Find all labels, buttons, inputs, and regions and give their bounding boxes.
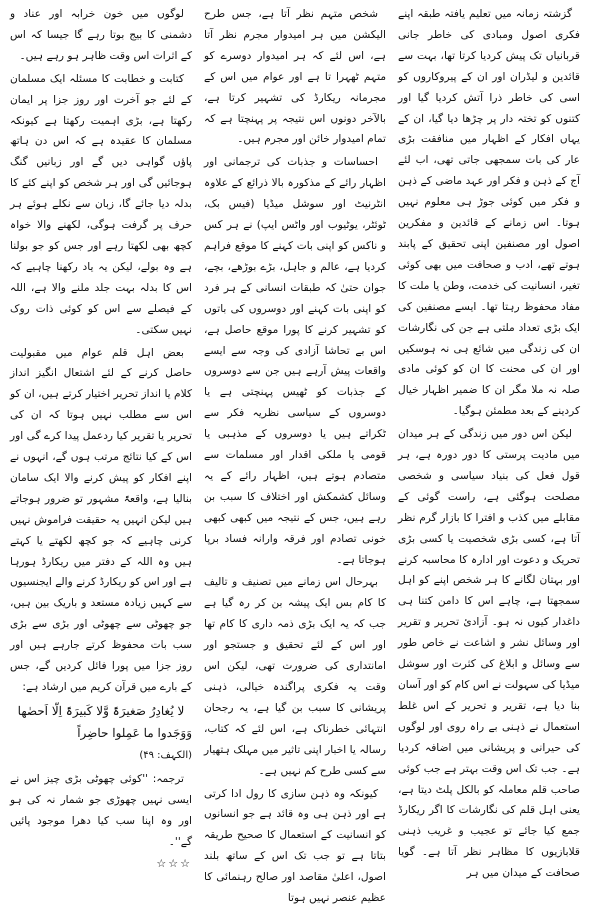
verse-reference: (الکہف: ۴۹)	[139, 749, 192, 761]
paragraph: کیونکہ وہ ذہن سازی کا رول ادا کرتی ہے اور ذہن ہی وہ قائد ہے جو انسانوں کو انسانیت کے استعمال کا صحیح طریقہ بتاتا ہے تو جب تک اس کے ساتھ بلند اصول، اعلیٰ مقاصد اور صالح رہنمائی کا عظیم عنصر نہیں ہوتا	[204, 787, 386, 905]
paragraph: بعض اہل قلم عوام میں مقبولیت حاصل کرنے کے لئے اشتعال انگیز انداز کلام یا انداز تحریر اختیار کرتے ہیں، ان کو اس سے مطلب نہیں ہوتا کہ ان کی تحریر یا تقریر کیا ردعمل پیدا کرے گی اور اس کے کیا نتائج مرتب ہوں گے، انہوں نے اپنے افکار کو پیش کرنے والا ایک سامان بنالیا ہے، واقعۃً مشہور تو ضرور ہوجاتے ہیں لیکن انہیں یہ حقیقت فراموش نہیں کرنی چاہیے کہ جو کچھ لکھتے یا کہتے ہیں وہ اللہ کے دفتر میں ریکارڈ ہورہا ہے اور اس کو ریکارڈ کرنے والے ایجنسیوں سے کہیں زیادہ مستعد و باریک بین ہیں، جو چھوٹی سے چھوٹی اور بڑی سے بڑی سب بات محفوظ کرتے جارہے ہیں اور روز جزا میں پورا فائل کردیں گے، جس کے بارے میں قرآن کریم میں ارشاد ہے:	[10, 346, 192, 693]
article-column-left	[10, 4, 192, 871]
paragraph: بہرحال اس زمانے میں تصنیف و تالیف کا کام بس ایک پیشہ بن کر رہ گیا ہے جب کہ یہ ایک بڑی ذمہ داری کا کام تھا اور اس کے لئے تحقیق و جستجو اور امانتداری کی ضرورت تھی، لیکن اس وقت یہ فکری پراگندہ خیالی، ذہنی پریشانی کا سبب بن گیا ہے، یہ رجحان انتہائی خطرناک ہے، اس لئے کہ کتاب، رسالہ یا اخبار اپنی تاثیر میں مہلک ہتھیار سے کسی طرح کم نہیں ہے۔	[204, 576, 386, 777]
paragraph: گزشتہ زمانہ میں تعلیم یافتہ طبقہ اپنے فکری اصول ومبادی کی خاطر جانی قربانیاں تک پیش کردیا کرتا تھا، بہت سے قائدین و لیڈران اور ان کے پیروکاروں کو اسی کی خاطر ذرا آتش کردیا گیا اور کتنوں کو تختہ دار پر چڑھا دیا گیا، ان کے یہاں افکار کے اظہار میں منافقت بڑی عار کی بات سمجھی جاتی تھی، اب لئے آج کے ذہن و فکر اور عہد ماضی کے ذہن و فکر میں کوئی جوڑ ہی معلوم نہیں ہوتا۔ اس زمانے کے قائدین و مفکرین اصول اور مصنفین اپنی تحقیق کے پابند ہوتے تھے، ادب و صحافت میں بھی کوئی تغیر، انسانیت کی خدمت، وطن یا ملت کا مفاد محفوظ رہتا تھا۔ ایسے مصنفین کی ایک بڑی تعداد ملتی ہے جن کی نگارشات ان کی زندگی میں شائع ہی نہ ہوسکیں اور ان کی محنت کا ان کو کوئی مادی صلہ نہ ملا مگر ان کا ضمیر اظہار خیال کردینے کے بعد مطمئن ہوگیا۔	[398, 8, 580, 418]
paragraph: کتابت و خطابت کا مسئلہ ایک مسلمان کے لئے جو آخرت اور روز جزا پر ایمان رکھتا ہے، بڑی اہمیت رکھتا ہے کیونکہ مسلمان کا عقیدہ ہے کہ اس دن ہاتھ پاؤں گواہی دیں گے اور زبانیں گنگ ہوجائیں گی اور ہر شخص کو اپنے کئے کا بدلہ دیا جائے گا، زبان سے نکلے ہوئے ہر حرف پر گرفت ہوگی، لکھنے والا خواہ کچھ بھی لکھتا رہے اور جس کو جو بولنا ہے وہ بولے، لیکن یہ یاد رکھنا چاہیے کہ اس کا بدلہ بہت جلد ملنے والا ہے، اللہ کے فیصلے سے اس کو کوئی ذات روک نہیں سکتی۔	[10, 72, 192, 336]
paragraph: احساسات و جذبات کی ترجمانی اور اظہار رائے کے مذکورہ بالا ذرائع کے علاوہ انٹرنیٹ اور سوشل میڈیا (فیس بک، ٹوئٹر، یوٹیوب اور واٹس ایپ) نے ہر کس و ناکس کو اپنی بات کہنے کا موقع فراہم کردیا ہے، عالم و جاہل، بڑے بوڑھے، بچے، جوان حتیٰ کہ طبقات انسانی کے ہر فرد کو اپنی بات کہنے اور دوسروں کی باتوں کو تشہیر کرنے کا پورا موقع حاصل ہے، اس بے تحاشا آزادی کی وجہ سے ایسے واقعات پیش آرہے ہیں جن سے دوسروں کے جذبات کو ٹھیس پہنچتی ہے یا دوسروں کے سیاسی نظریہ فکر سے ٹکراتے ہیں یا دوسروں کے مذہبی یا قومی یا ملکی اقدار اور مسلمات سے متصادم ہوتے ہیں، اظہار رائے کے یہ وسائل کشمکش اور اختلاف کا سبب بن رہے ہیں، جس کے نتیجہ میں کبھی کبھی خونی تصادم اور فرقہ وارانہ فساد برپا ہوجاتا ہے۔	[204, 156, 386, 566]
quran-verse: لا یُغادِرُ صَغیرَۃً وَّلا کَبیرَۃً اِلّا اَحصٰھا وَوَجَدوا ما عَمِلوا حاضِراً	[17, 703, 192, 740]
article-column-right	[398, 4, 580, 880]
paragraph: شخص متہم نظر آتا ہے، جس طرح الیکشن میں ہر امیدوار مجرم نظر آتا ہے، اس لئے کہ ہر امیدوار دوسرے کو متہم ٹھہرا تا ہے اور عوام میں اس کے مجرمانہ ریکارڈ کی تشہیر کرتا ہے، بالآخر دونوں اس نتیجہ پر پہنچتا ہے کہ تمام امیدوار خائن اور مجرم ہیں۔	[204, 8, 386, 146]
paragraph: لوگوں میں خون خرابہ اور عناد و دشمنی کا بیج بوتا رہے گا جیسا کہ اس کے اثرات اس وقت ظاہر ہو رہے ہیں۔	[10, 8, 192, 62]
paragraph: لیکن اس دور میں زندگی کے ہر میدان میں مادیت پرستی کا دور دورہ ہے، ہر قول فعل کی بنیاد سیاسی و شخصی مصلحت ہوگئی ہے، راست گوئی کے مقابلے میں کذب و افترا کا بازار گرم نظر آتا ہے، کسی بڑی شخصیت یا کسی بڑی تحریک و دعوت اور ادارہ کا محاسبہ کرنے اور بہتان لگانے کا ہر شخص اپنے کو اہل سمجھتا ہے، چاہے اس کا دامن کتنا ہی داغدار کیوں نہ ہو۔ آزادئ تحریر و تقریر اور وسائل نشر و اشاعت نے خاص طور سے وسائل و ابلاغ کی کثرت اور سوشل میڈیا کی سہولت نے اس کام کو اور آسان بنا دیا ہے، تقریر و تحریر کے اس غلط استعمال نے ذہنی بے راہ روی اور لوگوں کی حیرانی و پریشانی میں اضافہ کردیا ہے۔ جب تک اس وقت بہتر ہے جب کوئی صاحب قلم معاملہ کو بالکل پلٹ دیتا ہے، یعنی اہل قلم کی نگارشات کا اگر ریکارڈ جمع کیا جائے تو عجیب و غریب ذہنی قلابازیوں کا مظاہر نظر آتا ہے۔ گویا صحافت کے میدان میں ہر	[398, 428, 580, 880]
verse-translation: ترجمہ: ''کوئی چھوٹی بڑی چیز اس نے ایسی نہیں چھوڑی جو شمار نہ کی ہو اور وہ اپنا سب کیا دھرا موجود پائیں گے''۔	[10, 772, 192, 848]
end-of-article-stars: ☆☆☆	[156, 857, 192, 871]
article-column-middle	[204, 4, 386, 905]
